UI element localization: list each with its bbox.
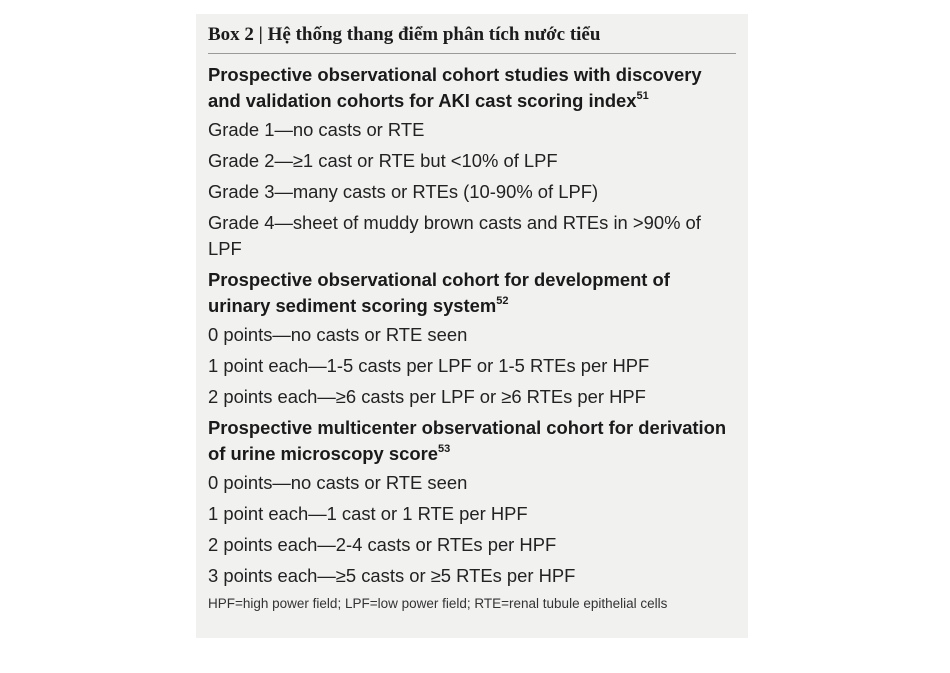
section-urinary-sediment-scoring (208, 267, 736, 410)
section-heading (208, 267, 736, 319)
list-item: Grade 4—sheet of muddy brown casts and RTEs in >90% of LPF (208, 212, 701, 259)
section-heading-text: Prospective observational cohort studies with discovery and validation cohorts for AKI cast scoring index (208, 64, 702, 111)
box-title: Box 2 | Hệ thống thang điểm phân tích nước tiểu (208, 22, 736, 54)
info-box (196, 14, 748, 638)
section-aki-cast-scoring (208, 62, 736, 262)
section-heading-text: Prospective multicenter observational cohort for derivation of urine microscopy score (208, 417, 727, 464)
section-heading-text: Prospective observational cohort for development of urinary sediment scoring system (208, 269, 670, 316)
reference-number: 52 (496, 294, 509, 307)
reference-number: 51 (636, 89, 649, 102)
list-item: Grade 2—≥1 cast or RTE but <10% of LPF (208, 150, 558, 171)
list-item: 0 points—no casts or RTE seen (208, 324, 468, 345)
list-item: Grade 1—no casts or RTE (208, 119, 425, 140)
list-item: 2 points each—≥6 casts per LPF or ≥6 RTEs per HPF (208, 386, 646, 407)
list-item: 3 points each—≥5 casts or ≥5 RTEs per HPF (208, 565, 576, 586)
section-heading (208, 62, 736, 114)
section-urine-microscopy-score (208, 415, 736, 589)
list-item: Grade 3—many casts or RTEs (10-90% of LPF) (208, 181, 599, 202)
footnote-abbreviations: HPF=high power field; LPF=low power field; RTE=renal tubule epithelial cells (208, 596, 668, 611)
list-item: 2 points each—2-4 casts or RTEs per HPF (208, 534, 557, 555)
list-item: 1 point each—1-5 casts per LPF or 1-5 RTEs per HPF (208, 355, 650, 376)
list-item: 1 point each—1 cast or 1 RTE per HPF (208, 503, 528, 524)
section-heading (208, 415, 736, 467)
list-item: 0 points—no casts or RTE seen (208, 472, 468, 493)
reference-number: 53 (437, 442, 451, 455)
